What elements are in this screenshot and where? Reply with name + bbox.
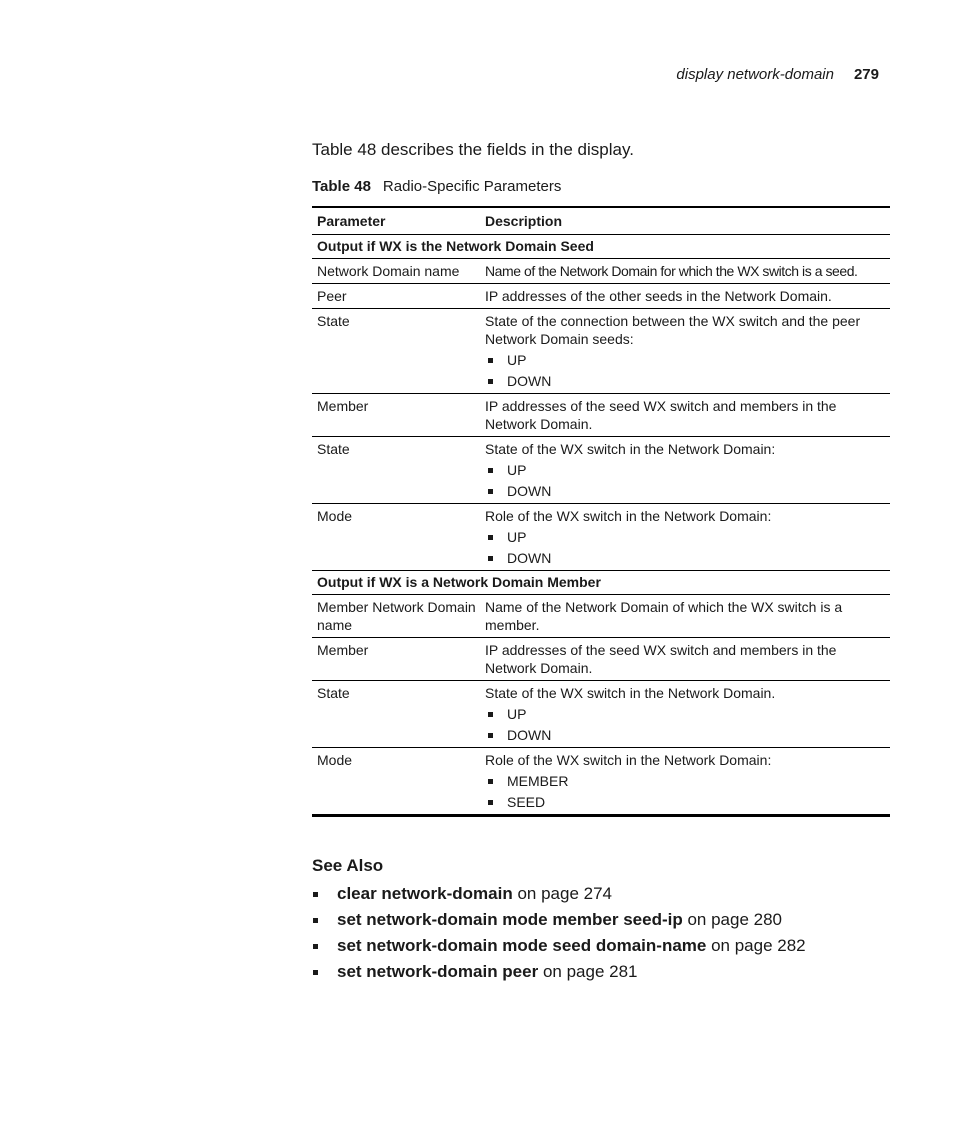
description-cell (480, 437, 890, 504)
description-text: State of the connection between the WX switch and the peer Network Domain seeds: (485, 313, 861, 347)
description-cell (480, 748, 890, 816)
param-cell: Mode (312, 504, 480, 571)
see-also-page-ref: on page 281 (538, 962, 638, 981)
table-section-row (312, 235, 890, 259)
see-also-command[interactable]: set network-domain mode seed domain-name (337, 936, 707, 955)
list-item: DOWN (485, 549, 886, 567)
table-section-row (312, 571, 890, 595)
list-item: SEED (485, 793, 886, 811)
list-item: UP (485, 461, 886, 479)
intro-text: Table 48 describes the fields in the display. (312, 140, 634, 159)
table-row (312, 748, 890, 816)
param-cell: State (312, 437, 480, 504)
description-text: State of the WX switch in the Network Domain. (485, 685, 776, 701)
table-caption (312, 178, 561, 195)
table-row (312, 284, 890, 309)
page-number: 279 (853, 66, 879, 83)
description-cell: Name of the Network Domain for which the WX switch is a seed. (480, 259, 890, 284)
list-item: UP (485, 351, 886, 369)
table-row (312, 437, 890, 504)
description-text: Role of the WX switch in the Network Domain: (485, 508, 772, 524)
description-cell (480, 504, 890, 571)
list-item: DOWN (485, 372, 886, 390)
table-caption-label: Table 48 (312, 178, 371, 195)
param-cell: Mode (312, 748, 480, 816)
table-row (312, 638, 890, 681)
description-cell: Name of the Network Domain of which the WX switch is a member. (480, 595, 890, 638)
table-row (312, 681, 890, 748)
param-cell: State (312, 309, 480, 394)
value-list (485, 351, 886, 390)
running-header (676, 66, 879, 83)
list-item: DOWN (485, 726, 886, 744)
table-row (312, 309, 890, 394)
table-row (312, 394, 890, 437)
see-also-link[interactable] (312, 882, 806, 908)
param-cell: Member Network Domain name (312, 595, 480, 638)
see-also-link[interactable] (312, 908, 806, 934)
param-cell: Member (312, 394, 480, 437)
table-caption-title: Radio-Specific Parameters (382, 178, 562, 195)
see-also-heading: See Also (312, 856, 384, 875)
description-cell: IP addresses of the other seeds in the Network Domain. (480, 284, 890, 309)
value-list (485, 772, 886, 811)
section-heading-member: Output if WX is a Network Domain Member (312, 571, 890, 595)
column-header-description: Description (480, 207, 890, 235)
param-cell: Network Domain name (312, 259, 480, 284)
param-cell: Peer (312, 284, 480, 309)
table-row (312, 259, 890, 284)
description-cell (480, 681, 890, 748)
see-also-page-ref: on page 280 (682, 910, 783, 929)
description-text: Role of the WX switch in the Network Domain: (485, 752, 772, 768)
description-cell: IP addresses of the seed WX switch and members in the Network Domain. (480, 638, 890, 681)
description-cell (480, 309, 890, 394)
see-also-page-ref: on page 274 (512, 884, 612, 903)
value-list (485, 461, 886, 500)
table-row (312, 595, 890, 638)
list-item: MEMBER (485, 772, 886, 790)
list-item: UP (485, 528, 886, 546)
section-heading-seed: Output if WX is the Network Domain Seed (312, 235, 890, 259)
description-cell: IP addresses of the seed WX switch and members in the Network Domain. (480, 394, 890, 437)
see-also-command[interactable]: clear network-domain (337, 884, 513, 903)
param-cell: State (312, 681, 480, 748)
description-text: State of the WX switch in the Network Domain: (485, 441, 776, 457)
value-list (485, 528, 886, 567)
see-also-link[interactable] (312, 934, 806, 960)
see-also-command[interactable]: set network-domain mode member seed-ip (337, 910, 683, 929)
table-row (312, 504, 890, 571)
see-also-link[interactable] (312, 960, 806, 986)
list-item: UP (485, 705, 886, 723)
list-item: DOWN (485, 482, 886, 500)
see-also-list (312, 882, 806, 986)
see-also-command[interactable]: set network-domain peer (337, 962, 539, 981)
see-also-page-ref: on page 282 (706, 936, 806, 955)
header-section-title: display network-domain (676, 66, 834, 83)
param-cell: Member (312, 638, 480, 681)
parameters-table (312, 206, 890, 817)
column-header-parameter: Parameter (312, 207, 480, 235)
table-header-row (312, 207, 890, 235)
value-list (485, 705, 886, 744)
